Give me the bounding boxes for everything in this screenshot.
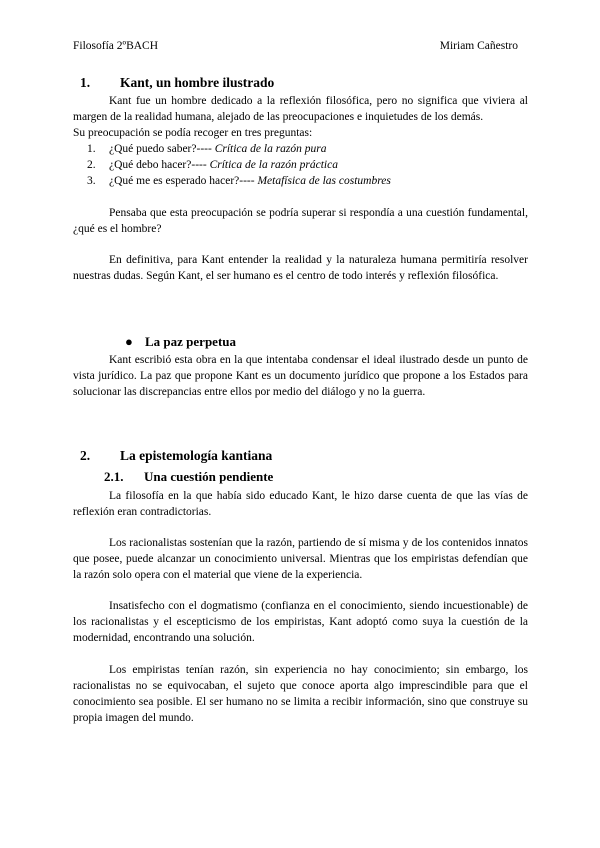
subsection-title: Una cuestión pendiente (144, 469, 274, 484)
section-1-paragraph-2: Pensaba que esta preocupación se podría superar si respondía a una cuestión fundamental, ¿qué es el hombre? (73, 207, 528, 235)
bullet-icon: ● (125, 334, 133, 349)
header-subject: Filosofía 2ºBACH (73, 40, 159, 52)
list-item: 3. ¿Qué me es esperado hacer?---- Metafísica de las costumbres (87, 175, 391, 187)
section-2-paragraph: Los racionalistas sostenían que la razón, partiendo de sí misma y de los contenidos innatos que posee, puede alcanzar un conocimiento universal. Mientras que los empiristas defendían que la razón solo opera con el material que viene de la experiencia. (73, 537, 528, 581)
section-2-title: La epistemología kantiana (120, 448, 273, 463)
section-1-lead: Su preocupación se podía recoger en tres preguntas: (73, 127, 313, 139)
subsection-number: 2.1. (104, 469, 124, 484)
list-item: 2. ¿Qué debo hacer?---- Crítica de la razón práctica (87, 159, 338, 171)
paz-heading (125, 334, 236, 350)
section-2-paragraph: Los empiristas tenían razón, sin experiencia no hay conocimiento; sin embargo, los racionalistas no se equivocaban, el sujeto que conoce aporta algo imprescindible para que el conocimiento sea posible. El ser humano no se limita a recibir información, sino que construye su propia imagen del mundo. (73, 664, 528, 724)
list-item: 1. ¿Qué puedo saber?---- Crítica de la razón pura (87, 143, 327, 155)
section-2-paragraph: La filosofía en la que había sido educado Kant, le hizo darse cuenta de que las vías de reflexión eran contradictorias. (73, 490, 528, 518)
paz-title: La paz perpetua (145, 334, 236, 349)
section-2-paragraph: Insatisfecho con el dogmatismo (confianza en el conocimiento, siendo incuestionable) de los racionalistas y el escepticismo de los empiristas, Kant adoptó como suya la cuestión de la modernidad, encontrando una solución. (73, 600, 528, 644)
section-1-intro: Kant fue un hombre dedicado a la reflexión filosófica, pero no significa que viviera al margen de la realidad humana, alejado de las preocupaciones e inquietudes de los demás. (73, 95, 528, 123)
section-1-paragraph-3: En definitiva, para Kant entender la realidad y la naturaleza humana permitiría resolver nuestras dudas. Según Kant, el ser humano es el centro de todo interés y reflexión filosófica. (73, 254, 528, 282)
section-1-number: 1. (80, 75, 91, 90)
section-1-title: Kant, un hombre ilustrado (120, 75, 275, 90)
subsection-2-1-heading (104, 469, 273, 485)
section-1-heading (80, 75, 274, 91)
section-2-heading (80, 448, 272, 464)
paz-paragraph: Kant escribió esta obra en la que intentaba condensar el ideal ilustrado desde un punto de vista jurídico. La paz que propone Kant es un documento jurídico que propone a los Estados para solucionar las discrepancias entre ellos por medio del diálogo y no la guerra. (73, 354, 528, 398)
section-2-number: 2. (80, 448, 91, 463)
questions-list (87, 141, 391, 189)
page-header (73, 38, 518, 54)
header-author: Miriam Cañestro (439, 40, 518, 52)
